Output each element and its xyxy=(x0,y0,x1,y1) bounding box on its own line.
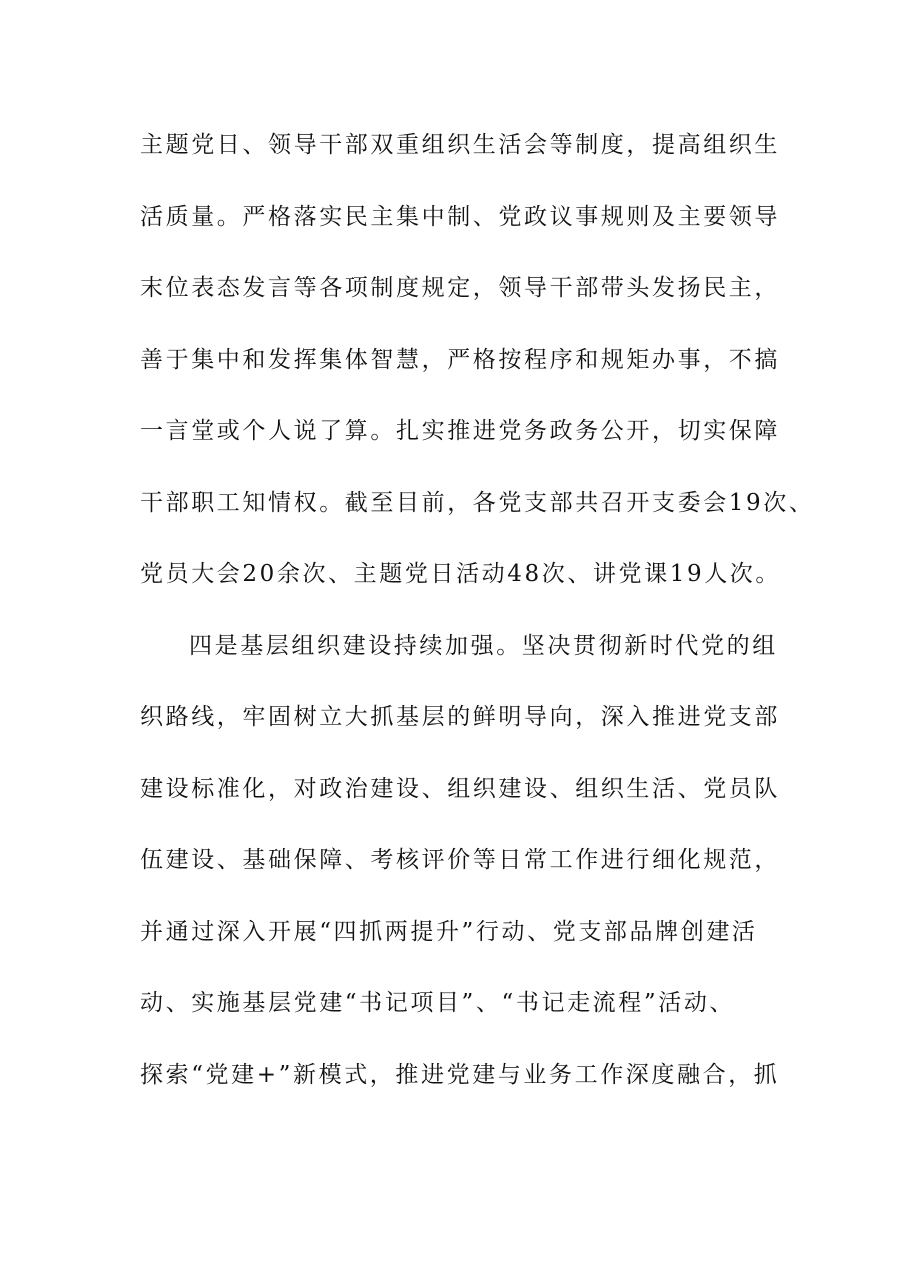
text-line: 一言堂或个人说了算。扎实推进党务政务公开，切实保障 xyxy=(140,418,780,444)
text-line: 建设标准化，对政治建设、组织建设、组织生活、党员队 xyxy=(140,775,780,802)
paragraph-first-line: 四是基层组织建设持续加强。坚决贯彻新时代党的组 xyxy=(189,632,778,659)
text-line: 主题党日、领导干部双重组织生活会等制度，提高组织生 xyxy=(140,132,780,158)
text-line: 动、实施基层党建“书记项目”、“书记走流程”活动、 xyxy=(140,990,736,1016)
text-line: 织路线，牢固树立大抓基层的鲜明导向，深入推进党支部 xyxy=(140,704,780,730)
text-line: 活质量。严格落实民主集中制、党政议事规则及主要领导 xyxy=(140,203,780,230)
text-line: 善于集中和发挥集体智慧，严格按程序和规矩办事，不搞 xyxy=(140,346,780,373)
text-line: 党员大会20余次、主题党日活动48次、讲党课19人次。 xyxy=(140,561,781,587)
body-text xyxy=(140,120,815,1121)
text-line: 并通过深入开展“四抓两提升”行动、党支部品牌创建活 xyxy=(140,918,758,945)
text-line: 伍建设、基础保障、考核评价等日常工作进行细化规范， xyxy=(140,847,780,873)
text-line: 干部职工知情权。截至目前，各党支部共召开支委会19次、 xyxy=(140,489,815,516)
text-line: 末位表态发言等各项制度规定，领导干部带头发扬民主， xyxy=(140,275,780,301)
text-line: 探索“党建+”新模式，推进党建与业务工作深度融合，抓 xyxy=(140,1061,780,1088)
